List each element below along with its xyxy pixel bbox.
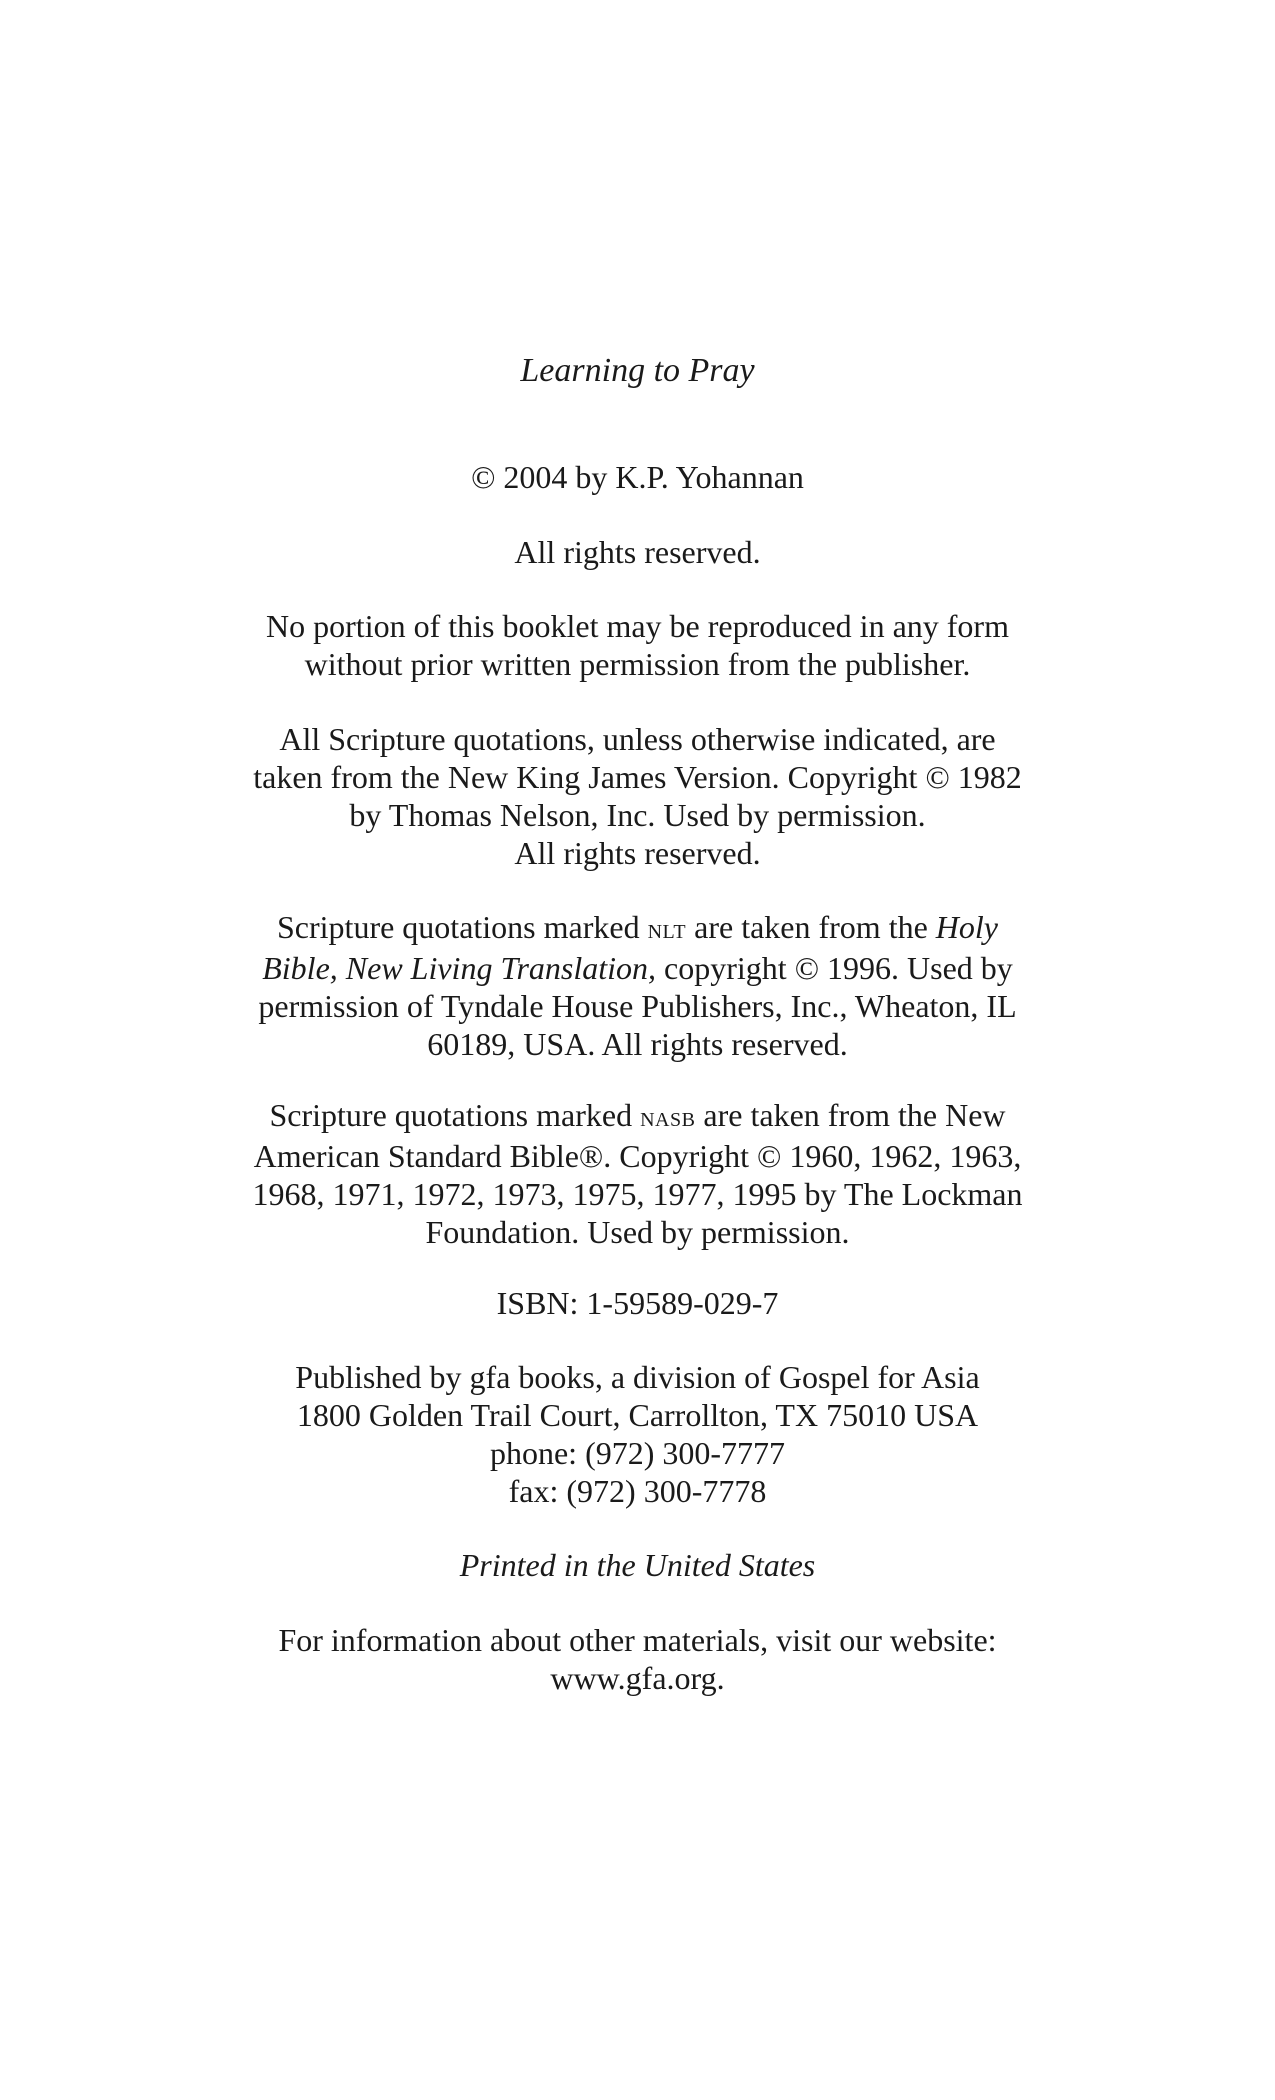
- nkjv-line-2: taken from the New King James Version. Copyright © 1982: [253, 759, 1022, 795]
- isbn: ISBN: 1-59589-029-7: [496, 1285, 779, 1321]
- printed-location: Printed in the United States: [459, 1547, 816, 1583]
- nkjv-line-1: All Scripture quotations, unless otherwise indicated, are: [279, 721, 996, 757]
- nlt-line-1-italic: Holy: [935, 909, 998, 945]
- nasb-abbreviation: nasb: [640, 1102, 696, 1133]
- website-url: www.gfa.org.: [550, 1660, 725, 1696]
- publisher-info: [0, 1358, 1275, 1510]
- reproduction-line-2: without prior written permission from the publisher.: [304, 646, 971, 682]
- nlt-line-4: 60189, USA. All rights reserved.: [427, 1026, 848, 1062]
- rights-reserved: All rights reserved.: [514, 534, 761, 570]
- nasb-line-1: [0, 1096, 1275, 1137]
- nlt-line-1-pre: Scripture quotations marked: [277, 909, 648, 945]
- nlt-line-1-mid: are taken from the: [686, 909, 936, 945]
- copyright-notice: © 2004 by K.P. Yohannan: [471, 459, 804, 495]
- publisher-address: 1800 Golden Trail Court, Carrollton, TX 75010 USA: [296, 1397, 979, 1433]
- nlt-line-1: [0, 908, 1275, 949]
- nlt-abbreviation: nlt: [647, 914, 687, 945]
- reproduction-notice: [0, 607, 1275, 683]
- nlt-bible-title: Bible, New Living Translation,: [262, 950, 657, 986]
- website-line-1: For information about other materials, visit our website:: [278, 1622, 997, 1658]
- nlt-line-3: permission of Tyndale House Publishers, Inc., Wheaton, IL: [258, 988, 1017, 1024]
- publisher-fax: fax: (972) 300-7778: [508, 1473, 767, 1509]
- publisher-phone: phone: (972) 300-7777: [489, 1435, 786, 1471]
- website-info: [0, 1621, 1275, 1697]
- nasb-notice: [0, 1096, 1275, 1251]
- nasb-line-1-pre: Scripture quotations marked: [269, 1097, 641, 1133]
- book-title: Learning to Pray: [520, 352, 755, 389]
- nasb-line-1-post: are taken from the New: [695, 1097, 1006, 1133]
- nasb-line-2: American Standard Bible®. Copyright © 1960, 1962, 1963,: [253, 1138, 1022, 1174]
- nkjv-line-3: by Thomas Nelson, Inc. Used by permission.: [349, 797, 926, 833]
- nlt-notice: [0, 908, 1275, 1063]
- nasb-line-3: 1968, 1971, 1972, 1973, 1975, 1977, 1995 by The Lockman: [252, 1176, 1023, 1212]
- nasb-line-4: Foundation. Used by permission.: [425, 1214, 850, 1250]
- nkjv-notice: [0, 720, 1275, 872]
- nlt-line-2-post: copyright © 1996. Used by: [656, 950, 1013, 986]
- publisher-line-1: Published by gfa books, a division of Gospel for Asia: [295, 1359, 980, 1395]
- nlt-line-2: [0, 949, 1275, 987]
- reproduction-line-1: No portion of this booklet may be reproduced in any form: [266, 608, 1009, 644]
- nkjv-line-4: All rights reserved.: [514, 835, 761, 871]
